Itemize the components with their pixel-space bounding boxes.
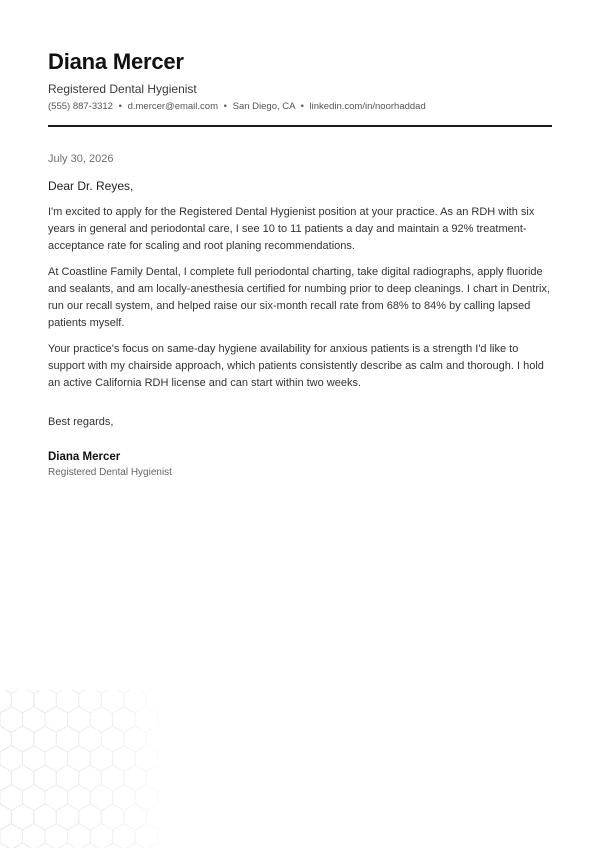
contact-linkedin: linkedin.com/in/noorhaddad bbox=[309, 101, 426, 112]
hexagon-cell bbox=[0, 765, 11, 791]
hexagon-cell bbox=[101, 726, 124, 752]
signature-name: Diana Mercer bbox=[48, 451, 121, 463]
hexagon-cell bbox=[124, 804, 147, 830]
hexagon-cell bbox=[158, 707, 170, 733]
hexagon-cell bbox=[56, 726, 79, 752]
hexagon-cell bbox=[124, 843, 147, 848]
hexagon-cell bbox=[45, 707, 68, 733]
hexagon-cell bbox=[90, 824, 113, 848]
hexagon-cell bbox=[11, 843, 34, 848]
hexagon-cell bbox=[34, 843, 57, 848]
hexagon-cell bbox=[34, 765, 57, 791]
body-paragraph-3: Your practice's focus on same-day hygiene availability for anxious patients is a strength I'd like to support with my chairside approach, which patients consistently describe as calm and thorough. I hold an active California RDH license and can start within two weeks. bbox=[48, 343, 544, 389]
hexagon-cell bbox=[124, 726, 147, 752]
contact-separator: • bbox=[223, 101, 227, 112]
hexagon-cell bbox=[90, 746, 113, 772]
applicant-title: Registered Dental Hygienist bbox=[48, 82, 197, 96]
hexagon-cell bbox=[23, 824, 46, 848]
hexagon-cell bbox=[79, 843, 102, 848]
hexagon-cell bbox=[56, 843, 79, 848]
hexagon-cell bbox=[79, 765, 102, 791]
hexagon-cell bbox=[79, 726, 102, 752]
hexagon-cell bbox=[23, 746, 46, 772]
hexagon-cell bbox=[113, 785, 136, 811]
hexagon-cell bbox=[23, 707, 46, 733]
contact-separator: • bbox=[118, 101, 122, 112]
hexagon-cell bbox=[113, 824, 136, 848]
closing-line: Best regards, bbox=[48, 416, 114, 428]
header-divider bbox=[48, 125, 552, 127]
hexagon-cell bbox=[90, 707, 113, 733]
hexagon-cell bbox=[79, 804, 102, 830]
hexagon-cell bbox=[146, 726, 169, 752]
hexagon-cell bbox=[124, 690, 147, 713]
contact-location: San Diego, CA bbox=[232, 101, 295, 112]
hexagon-cell bbox=[56, 690, 79, 713]
letter-header bbox=[48, 48, 552, 127]
hexagon-cell bbox=[0, 843, 11, 848]
hexagon-cell bbox=[0, 746, 23, 772]
hexagon-cell bbox=[34, 804, 57, 830]
hexagon-cell bbox=[0, 726, 11, 752]
applicant-name: Diana Mercer bbox=[48, 49, 184, 74]
hexagon-cell bbox=[23, 785, 46, 811]
hexagon-cell bbox=[11, 804, 34, 830]
hexagon-cell bbox=[45, 785, 68, 811]
hexagon-cell bbox=[0, 804, 11, 830]
hexagon-cell bbox=[68, 785, 91, 811]
hexagon-cell bbox=[56, 804, 79, 830]
letter-content bbox=[48, 48, 552, 479]
contact-phone: (555) 887-3312 bbox=[48, 101, 113, 112]
hexagon-cell bbox=[34, 726, 57, 752]
hexagon-cell bbox=[146, 765, 169, 791]
hexagon-cell bbox=[11, 765, 34, 791]
hexagon-cell bbox=[90, 785, 113, 811]
hexagon-cell bbox=[158, 746, 170, 772]
hexagon-cell bbox=[68, 707, 91, 733]
hexagon-cell bbox=[45, 746, 68, 772]
hexagon-cell bbox=[135, 746, 158, 772]
hexagon-cell bbox=[113, 746, 136, 772]
hexagon-cell bbox=[11, 726, 34, 752]
hexagon-cell bbox=[113, 707, 136, 733]
body-paragraph-1: I'm excited to apply for the Registered Dental Hygienist position at your practice. As an RDH with six years in general and periodontal care, I see 10 to 11 patients a day and maintain a 92% treatment-acceptance rate for scaling and root planing recommendations. bbox=[48, 206, 535, 252]
body-paragraph-2: At Coastline Family Dental, I complete full periodontal charting, take digital radiographs, apply fluoride and sealants, and am locally-anesthesia certified for numbing prior to deep cleanings. I chart in Dentrix, run our recall system, and helped raise our six-month recall rate from 68% to 84% by calling lapsed patients myself. bbox=[48, 266, 550, 329]
hexagon-cell bbox=[101, 765, 124, 791]
contact-separator: • bbox=[300, 101, 304, 112]
hexagon-cell bbox=[101, 843, 124, 848]
hexagon-cell bbox=[56, 765, 79, 791]
hexagon-cell bbox=[135, 824, 158, 848]
hexagon-cell bbox=[79, 690, 102, 713]
hexagon-cell bbox=[68, 746, 91, 772]
hexagon-cell bbox=[124, 765, 147, 791]
hexagon-cell bbox=[135, 707, 158, 733]
signature-title: Registered Dental Hygienist bbox=[48, 467, 172, 478]
hexagon-cell bbox=[11, 690, 34, 713]
hexagon-cell bbox=[68, 824, 91, 848]
hexagon-pattern-decoration bbox=[0, 690, 170, 848]
hexagon-cell bbox=[135, 785, 158, 811]
hexagon-cell bbox=[0, 785, 23, 811]
hexagon-cell bbox=[101, 690, 124, 713]
hexagon-cell bbox=[158, 785, 170, 811]
contact-email: d.mercer@email.com bbox=[127, 101, 218, 112]
hexagon-cell bbox=[0, 824, 23, 848]
hexagon-cell bbox=[146, 690, 169, 713]
hexagon-cell bbox=[34, 690, 57, 713]
hexagon-cell bbox=[0, 707, 23, 733]
salutation: Dear Dr. Reyes, bbox=[48, 179, 134, 193]
hexagon-cell bbox=[146, 843, 169, 848]
hexagon-cell bbox=[146, 804, 169, 830]
letter-date: July 30, 2026 bbox=[48, 153, 114, 165]
hexagon-cell bbox=[101, 804, 124, 830]
contact-line bbox=[48, 101, 552, 113]
hexagon-cell bbox=[45, 824, 68, 848]
